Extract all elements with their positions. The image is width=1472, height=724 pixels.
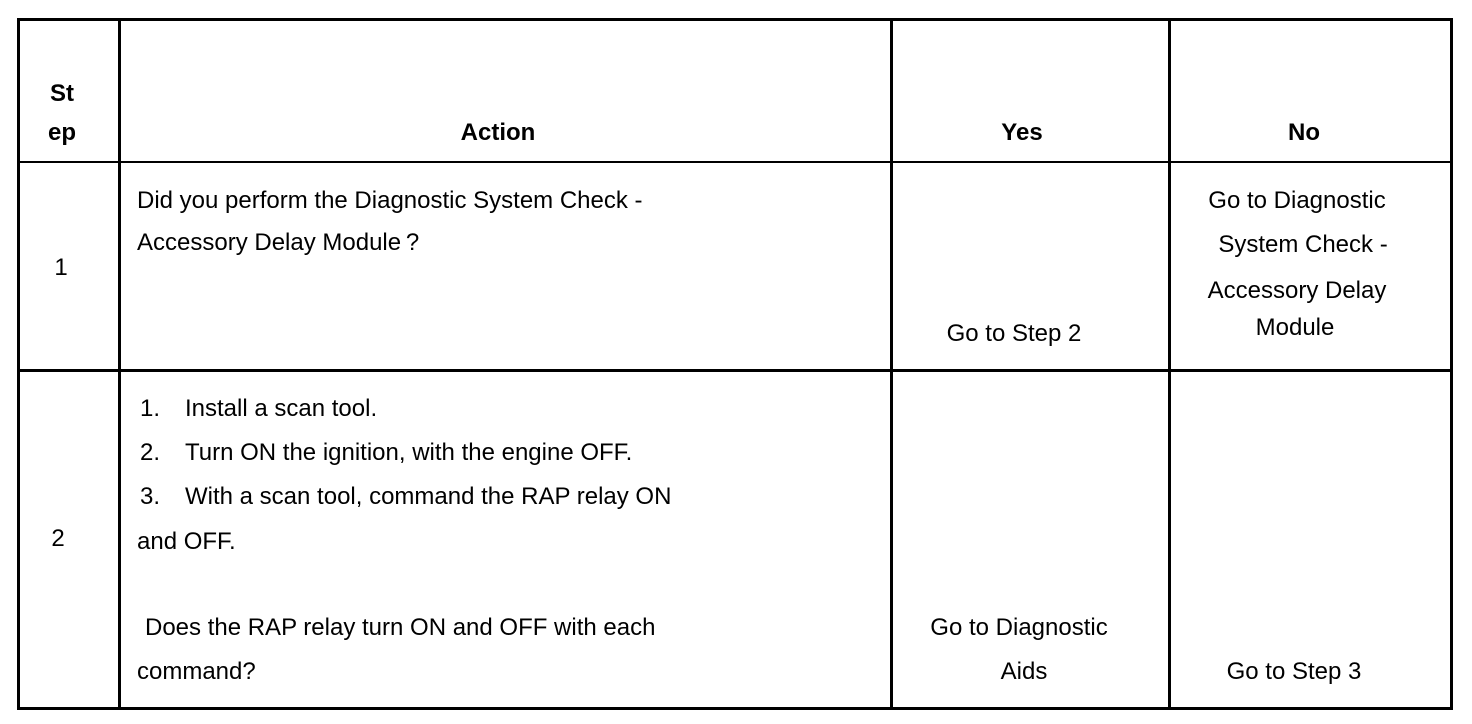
header-action: Action [460, 119, 536, 146]
row2-no-go-to-step-3: Go to Step 3 [1226, 658, 1362, 685]
column-divider-step [118, 18, 121, 710]
row2-yes-line1: Go to Diagnostic [930, 614, 1108, 641]
row2-question-line2: command? [137, 658, 256, 685]
row-divider [17, 369, 1453, 372]
header-step-line1: St [50, 80, 74, 107]
row2-instruction-1-text: Install a scan tool. [185, 395, 378, 422]
column-divider-action [890, 18, 893, 710]
row1-no-line4: Module [1255, 314, 1335, 341]
row1-action-line2: Accessory Delay Module ? [137, 229, 420, 256]
table-border-bottom [17, 707, 1453, 710]
row2-yes-line2: Aids [1000, 658, 1048, 685]
table-border-right [1450, 18, 1453, 710]
row2-instruction-3-number: 3. [140, 483, 161, 510]
column-divider-yes [1168, 18, 1171, 710]
row1-no-line1: Go to Diagnostic [1208, 187, 1386, 214]
table-border-top [17, 18, 1453, 21]
row2-instruction-2-number: 2. [140, 439, 161, 466]
row1-no-line2: System Check - [1218, 231, 1388, 258]
row2-instruction-1-number: 1. [140, 395, 161, 422]
row1-no-line3: Accessory Delay [1207, 277, 1387, 304]
row2-instruction-3-continuation: and OFF. [137, 528, 236, 555]
row1-step-number: 1 [54, 254, 68, 281]
header-no: No [1288, 119, 1320, 146]
row2-question-line1: Does the RAP relay turn ON and OFF with each [145, 614, 656, 641]
table-border-left [17, 18, 20, 710]
row2-instruction-2-text: Turn ON the ignition, with the engine OFF. [185, 439, 633, 466]
row1-action-line1: Did you perform the Diagnostic System Check - [137, 187, 643, 214]
header-divider [17, 161, 1453, 163]
row2-step-number: 2 [51, 525, 65, 552]
row1-yes-go-to-step-2: Go to Step 2 [946, 320, 1082, 347]
header-yes: Yes [1001, 119, 1043, 146]
header-step-line2: ep [47, 119, 77, 146]
row2-instruction-3-text: With a scan tool, command the RAP relay ON [185, 483, 672, 510]
